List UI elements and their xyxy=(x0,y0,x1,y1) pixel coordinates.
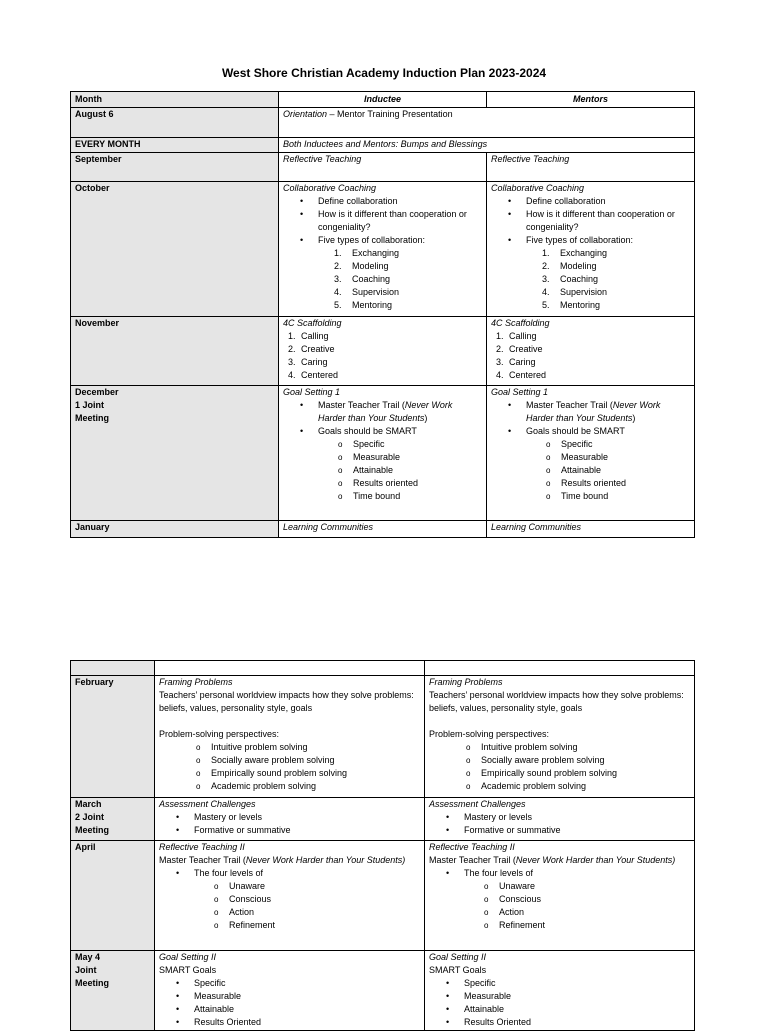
list-item: o Socially aware problem solving xyxy=(429,754,690,767)
april-heading: Reflective Teaching II xyxy=(429,842,515,852)
month-every: EVERY MONTH xyxy=(71,138,279,153)
page-title: West Shore Christian Academy Induction Plan 2023-2024 xyxy=(221,66,547,80)
february-mentors xyxy=(425,676,695,798)
february-paragraph: Teachers’ personal worldview impacts how they solve problems: beliefs, values, personality style, goals xyxy=(429,690,684,713)
row-every-month xyxy=(71,138,695,153)
list-item: • Five types of collaboration: xyxy=(283,234,482,247)
list-item: o Empirically sound problem solving xyxy=(159,767,420,780)
april-paragraph: Master Teacher Trail (Never Work Harder than Your Students) xyxy=(429,855,676,865)
perspective-list xyxy=(159,741,420,793)
row-april xyxy=(71,841,695,951)
may-inductee xyxy=(155,951,425,1031)
list-item: 5. Mentoring xyxy=(334,300,393,310)
september-inductee: Reflective Teaching xyxy=(279,153,487,182)
list-item: 1. Exchanging xyxy=(334,248,400,258)
list-item: o Specific xyxy=(491,438,690,451)
collaboration-types xyxy=(491,247,690,312)
august-rest: – Mentor Training Presentation xyxy=(327,109,453,119)
list-item: 2. Modeling xyxy=(334,261,389,271)
list-item: 3. Caring xyxy=(288,357,328,367)
row-september xyxy=(71,153,695,182)
list-item: 2. Modeling xyxy=(542,261,597,271)
list-item: • Attainable xyxy=(429,1003,690,1016)
list-item: 5. Mentoring xyxy=(542,300,601,310)
list-item: • Master Teacher Trail (Never Work Harder than Your Students) xyxy=(491,399,690,425)
list-item: • Five types of collaboration: xyxy=(491,234,690,247)
december-inductee xyxy=(279,386,487,521)
may-paragraph: SMART Goals xyxy=(429,965,487,975)
list-item: • The four levels of xyxy=(159,867,420,880)
scaffolding-list xyxy=(283,330,482,382)
september-mentors: Reflective Teaching xyxy=(487,153,695,182)
list-item: • Goals should be SMART xyxy=(283,425,482,438)
list-item: • Define collaboration xyxy=(491,195,690,208)
list-item: • How is it different than cooperation or congeniality? xyxy=(491,208,690,234)
april-heading: Reflective Teaching II xyxy=(159,842,245,852)
list-item: o Unaware xyxy=(159,880,420,893)
list-item: • Specific xyxy=(159,977,420,990)
april-bullets xyxy=(429,867,690,880)
list-item: o Time bound xyxy=(491,490,690,503)
list-item: o Intuitive problem solving xyxy=(429,741,690,754)
list-item: o Empirically sound problem solving xyxy=(429,767,690,780)
list-item: 1. Calling xyxy=(496,331,537,341)
month-august: August 6 xyxy=(71,108,279,138)
list-item: • Formative or summative xyxy=(159,824,420,837)
december-bullets xyxy=(283,399,482,438)
list-item: • Mastery or levels xyxy=(429,811,690,824)
month-october: October xyxy=(71,182,279,317)
list-item: o Refinement xyxy=(159,919,420,932)
collaboration-types xyxy=(283,247,482,312)
december-bullets xyxy=(491,399,690,438)
month-november: November xyxy=(71,317,279,386)
list-item: • Master Teacher Trail (Never Work Harder than Your Students) xyxy=(283,399,482,425)
list-item: o Attainable xyxy=(491,464,690,477)
list-item: • Formative or summative xyxy=(429,824,690,837)
blank-cell xyxy=(71,661,155,676)
list-item: 2. Creative xyxy=(288,344,335,354)
header-inductee: Inductee xyxy=(279,92,487,108)
list-item: 1. Exchanging xyxy=(542,248,608,258)
april-bullets xyxy=(159,867,420,880)
month-may: May 4 Joint Meeting xyxy=(71,951,155,1031)
row-february xyxy=(71,676,695,798)
month-january: January xyxy=(71,521,279,538)
perspective-list xyxy=(429,741,690,793)
list-item: o Intuitive problem solving xyxy=(159,741,420,754)
february-heading: Framing Problems xyxy=(159,677,233,687)
december-heading: Goal Setting 1 xyxy=(283,387,341,397)
may-heading: Goal Setting II xyxy=(159,952,217,962)
list-item: 1. Calling xyxy=(288,331,329,341)
list-item: • Goals should be SMART xyxy=(491,425,690,438)
row-november xyxy=(71,317,695,386)
list-item: • Measurable xyxy=(159,990,420,1003)
august-cell xyxy=(279,108,695,138)
list-item: o Action xyxy=(429,906,690,919)
list-item: 2. Creative xyxy=(496,344,543,354)
blank-header-row xyxy=(71,661,695,676)
row-august xyxy=(71,108,695,138)
list-item: • Results Oriented xyxy=(159,1016,420,1029)
october-heading: Collaborative Coaching xyxy=(491,183,585,193)
list-item: 4. Centered xyxy=(288,370,339,380)
list-item: o Socially aware problem solving xyxy=(159,754,420,767)
march-bullets xyxy=(429,811,690,837)
induction-plan-table-2 xyxy=(70,660,695,1031)
blank-cell xyxy=(425,661,695,676)
february-paragraph: Teachers’ personal worldview impacts how they solve problems: beliefs, values, personality style, goals xyxy=(159,690,414,713)
every-month-cell: Both Inductees and Mentors: Bumps and Blessings xyxy=(279,138,695,153)
may-mentors xyxy=(425,951,695,1031)
march-heading: Assessment Challenges xyxy=(429,799,526,809)
list-item: o Academic problem solving xyxy=(429,780,690,793)
list-item: • Measurable xyxy=(429,990,690,1003)
row-december xyxy=(71,386,695,521)
list-item: o Results oriented xyxy=(491,477,690,490)
month-february: February xyxy=(71,676,155,798)
april-mentors xyxy=(425,841,695,951)
row-march xyxy=(71,798,695,841)
list-item: o Conscious xyxy=(159,893,420,906)
march-heading: Assessment Challenges xyxy=(159,799,256,809)
march-inductee xyxy=(155,798,425,841)
november-mentors xyxy=(487,317,695,386)
october-mentors xyxy=(487,182,695,317)
month-september: September xyxy=(71,153,279,182)
list-item: o Measurable xyxy=(491,451,690,464)
list-item: o Time bound xyxy=(283,490,482,503)
list-item: • Specific xyxy=(429,977,690,990)
october-bullets xyxy=(283,195,482,247)
table-header-row xyxy=(71,92,695,108)
list-item: 3. Coaching xyxy=(542,274,599,284)
list-item: o Specific xyxy=(283,438,482,451)
february-perspectives: Problem-solving perspectives: xyxy=(159,729,280,739)
month-december: December 1 Joint Meeting xyxy=(71,386,279,521)
april-inductee xyxy=(155,841,425,951)
may-bullets xyxy=(159,977,420,1029)
august-italic: Orientation xyxy=(283,109,328,119)
november-heading: 4C Scaffolding xyxy=(283,318,342,328)
smart-list xyxy=(491,438,690,503)
list-item: o Action xyxy=(159,906,420,919)
month-march: March 2 Joint Meeting xyxy=(71,798,155,841)
list-item: 3. Caring xyxy=(496,357,536,367)
list-item: • Mastery or levels xyxy=(159,811,420,824)
february-perspectives: Problem-solving perspectives: xyxy=(429,729,550,739)
row-january xyxy=(71,521,695,538)
list-item: • How is it different than cooperation or congeniality? xyxy=(283,208,482,234)
may-paragraph: SMART Goals xyxy=(159,965,217,975)
list-item: • The four levels of xyxy=(429,867,690,880)
row-october xyxy=(71,182,695,317)
list-item: o Unaware xyxy=(429,880,690,893)
october-bullets xyxy=(491,195,690,247)
list-item: • Attainable xyxy=(159,1003,420,1016)
list-item: o Academic problem solving xyxy=(159,780,420,793)
december-heading: Goal Setting 1 xyxy=(491,387,549,397)
levels-list xyxy=(429,880,690,932)
header-month: Month xyxy=(71,92,279,108)
list-item: 3. Coaching xyxy=(334,274,391,284)
list-item: 4. Centered xyxy=(496,370,547,380)
list-item: o Attainable xyxy=(283,464,482,477)
list-item: o Measurable xyxy=(283,451,482,464)
levels-list xyxy=(159,880,420,932)
december-mentors xyxy=(487,386,695,521)
january-mentors: Learning Communities xyxy=(487,521,695,538)
list-item: o Refinement xyxy=(429,919,690,932)
april-paragraph: Master Teacher Trail (Never Work Harder than Your Students) xyxy=(159,855,406,865)
scaffolding-list xyxy=(491,330,690,382)
header-mentors: Mentors xyxy=(487,92,695,108)
smart-list xyxy=(283,438,482,503)
february-inductee xyxy=(155,676,425,798)
list-item: o Conscious xyxy=(429,893,690,906)
list-item: o Results oriented xyxy=(283,477,482,490)
march-mentors xyxy=(425,798,695,841)
list-item: 4. Supervision xyxy=(334,287,400,297)
november-heading: 4C Scaffolding xyxy=(491,318,550,328)
list-item: • Define collaboration xyxy=(283,195,482,208)
october-heading: Collaborative Coaching xyxy=(283,183,377,193)
blank-cell xyxy=(155,661,425,676)
may-bullets xyxy=(429,977,690,1029)
february-heading: Framing Problems xyxy=(429,677,503,687)
list-item: 4. Supervision xyxy=(542,287,608,297)
november-inductee xyxy=(279,317,487,386)
january-inductee: Learning Communities xyxy=(279,521,487,538)
list-item: • Results Oriented xyxy=(429,1016,690,1029)
row-may xyxy=(71,951,695,1031)
october-inductee xyxy=(279,182,487,317)
may-heading: Goal Setting II xyxy=(429,952,487,962)
month-april: April xyxy=(71,841,155,951)
induction-plan-table-1 xyxy=(70,91,695,538)
march-bullets xyxy=(159,811,420,837)
